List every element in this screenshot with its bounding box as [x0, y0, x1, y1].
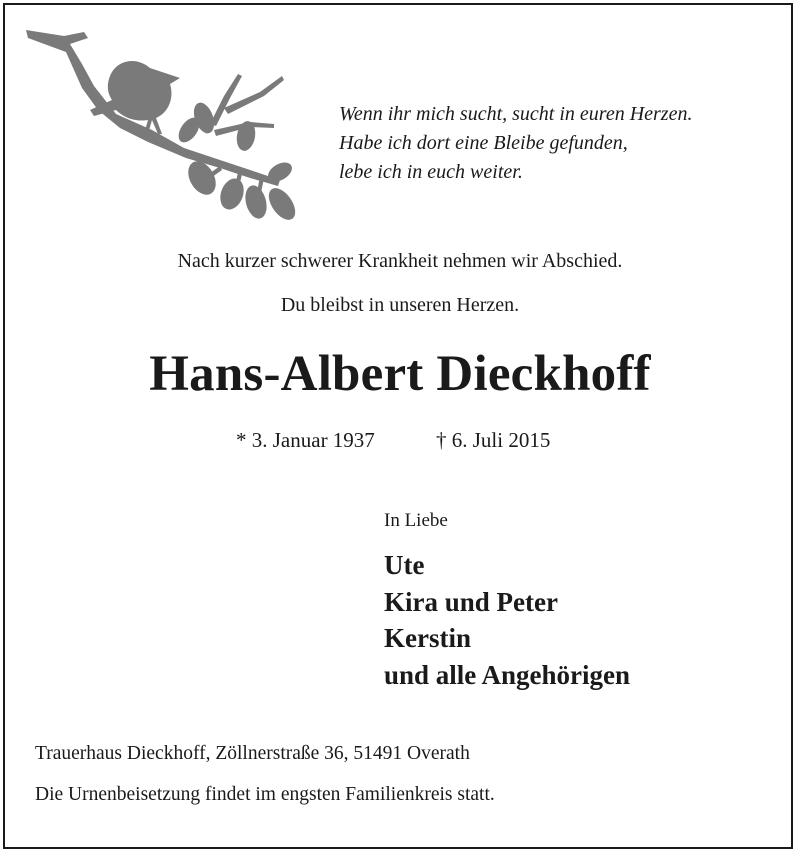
death-date: † 6. Juli 2015 — [436, 428, 551, 452]
deceased-name: Hans-Albert Dieckhoff — [149, 346, 651, 402]
mourner-name: Kerstin — [384, 623, 471, 653]
poem-line: lebe ich in euch weiter. — [339, 161, 523, 183]
farewell-line: Du bleibst in unseren Herzen. — [280, 294, 520, 316]
bird-on-branch-icon — [24, 26, 299, 226]
birth-date: * 3. Januar 1937 — [236, 428, 375, 452]
mourner-name: Kira und Peter — [384, 586, 558, 617]
mourner-name: und alle Angehörigen — [384, 659, 631, 690]
poem — [339, 100, 692, 187]
mourners-intro: In Liebe — [384, 510, 448, 531]
burial-note: Die Urnenbeisetzung findet im engsten Familienkreis statt. — [35, 784, 495, 805]
poem-line: Wenn ihr mich sucht, sucht in euren Herzen. — [339, 103, 693, 125]
mourning-house-address: Trauerhaus Dieckhoff, Zöllnerstraße 36, 51491 Overath — [35, 743, 470, 764]
poem-line: Habe ich dort eine Bleibe gefunden, — [339, 132, 628, 154]
mourner-name: Ute — [384, 550, 425, 580]
announcement: Nach kurzer schwerer Krankheit nehmen wir Abschied. — [177, 250, 623, 272]
mourners-list — [384, 547, 630, 693]
